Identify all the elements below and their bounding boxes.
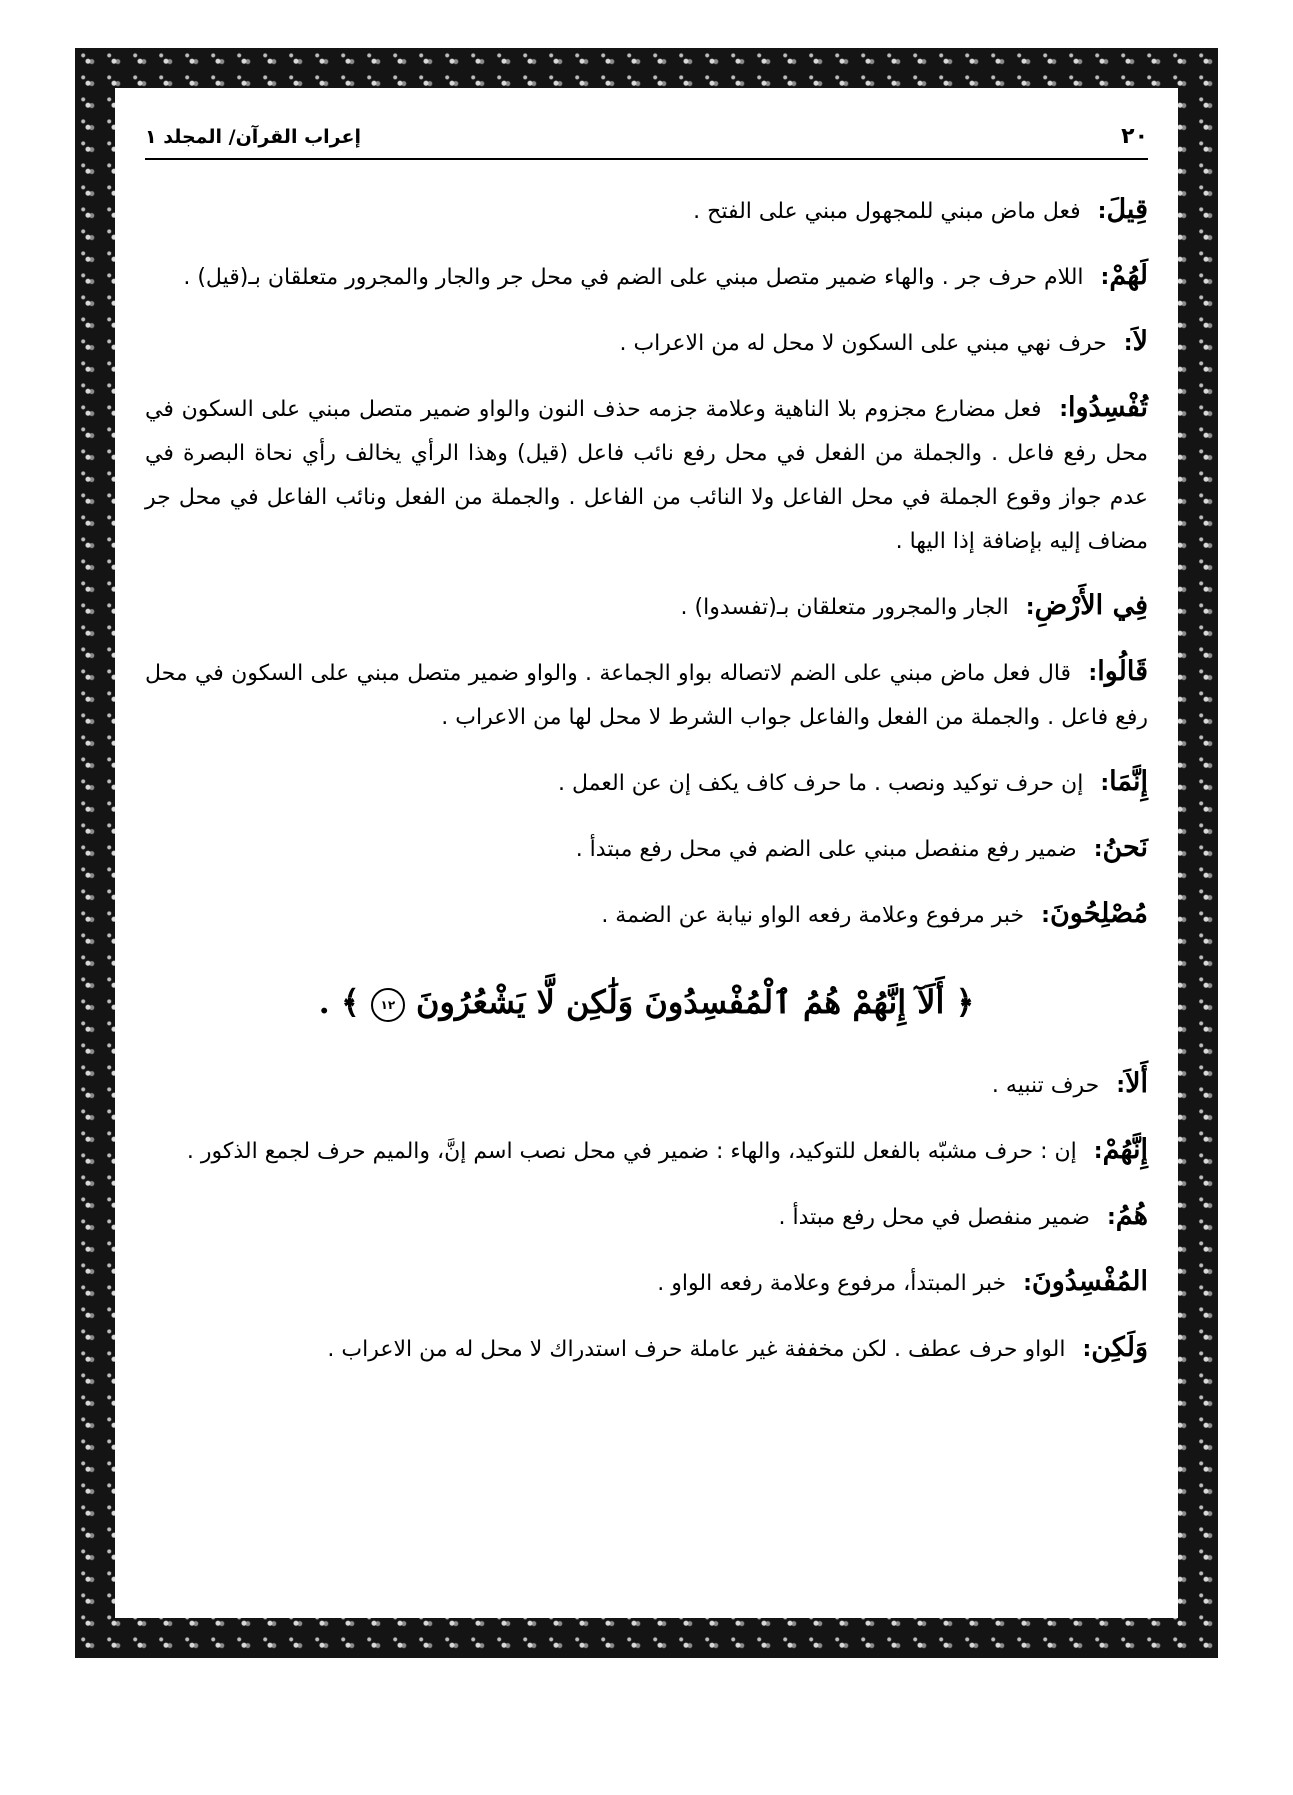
- entry-qila: [145, 188, 1148, 234]
- ayah-number-marker: ١٢: [371, 988, 405, 1022]
- entry-fil-ard: [145, 584, 1148, 630]
- entry-word: أَلاَ: [1125, 1068, 1148, 1099]
- entry-explanation: الجار والمجرور متعلقان بـ(تفسدوا) .: [680, 595, 1009, 620]
- verse-text: أَلَآ إِنَّهُمْ هُمُ ٱلْمُفْسِدُونَ وَلَٰكِن لَّا يَشْعُرُونَ: [415, 983, 945, 1021]
- entry-explanation: قال فعل ماض مبني على الضم لاتصاله بواو الجماعة . والواو ضمير متصل مبني على السكون في محل رفع فاعل . والجملة من الفعل والفاعل جواب الشرط لا محل لها من الاعراب .: [145, 661, 1148, 730]
- entry-separator: :: [1059, 397, 1069, 422]
- entry-word: فِي الأَرْضِ: [1034, 590, 1148, 621]
- entry-innama: [145, 760, 1148, 806]
- entry-word: لَهُمْ: [1109, 260, 1148, 291]
- entry-explanation: اللام حرف جر . والهاء ضمير متصل مبني على الضم في محل جر والجار والمجرور متعلقان بـ(قيل) .: [183, 265, 1084, 290]
- entry-word: هُمُ: [1115, 1200, 1148, 1231]
- entry-separator: :: [1097, 199, 1107, 224]
- entry-walakin: [145, 1326, 1148, 1372]
- entry-explanation: الواو حرف عطف . لكن مخففة غير عاملة حرف استدراك لا محل له من الاعراب .: [327, 1337, 1066, 1362]
- entry-separator: :: [1093, 837, 1103, 862]
- book-title: إعراب القرآن/ المجلد ١: [145, 126, 361, 148]
- page-content: [145, 188, 1148, 1392]
- entry-explanation: خبر مرفوع وعلامة رفعه الواو نيابة عن الضمة .: [601, 903, 1025, 928]
- entry-word: لاَ: [1132, 326, 1148, 357]
- entry-separator: :: [1093, 1139, 1103, 1164]
- entry-nahnu: [145, 826, 1148, 872]
- entry-word: تُفْسِدُوا: [1068, 392, 1148, 423]
- entry-separator: :: [1023, 1271, 1032, 1296]
- entry-word: إِنَّهُمْ: [1102, 1134, 1148, 1165]
- entry-separator: :: [1025, 595, 1035, 620]
- entry-separator: :: [1088, 661, 1098, 686]
- entry-la: [145, 320, 1148, 366]
- verse-close-bracket: ﴾ .: [318, 983, 360, 1021]
- entry-separator: :: [1100, 265, 1110, 290]
- entry-hum: [145, 1194, 1148, 1240]
- page-number: ٢٠: [1121, 124, 1148, 149]
- entry-word: قَالُوا: [1097, 656, 1149, 687]
- entry-explanation: خبر المبتدأ، مرفوع وعلامة رفعه الواو .: [657, 1271, 1007, 1296]
- entry-explanation: حرف تنبيه .: [991, 1073, 1100, 1098]
- entry-qalu: [145, 650, 1148, 740]
- entry-explanation: فعل مضارع مجزوم بلا الناهية وعلامة جزمه حذف النون والواو ضمير متصل مبني على السكون في محل رفع فاعل . والجملة من الفعل في محل رفع نائب فاعل (قيل) وهذا الرأي يخالف رأي نحاة البصرة في عدم جواز وقوع الجملة في محل الفاعل ولا النائب من الفاعل . والجملة من الفعل ونائب الفاعل في محل جر مضاف إليه بإضافة إذا اليها .: [145, 397, 1148, 554]
- page-header: [145, 124, 1148, 160]
- entry-separator: :: [1123, 331, 1133, 356]
- entry-explanation: ضمير رفع منفصل مبني على الضم في محل رفع مبتدأ .: [575, 837, 1077, 862]
- entry-muslihun: [145, 892, 1148, 938]
- entry-separator: :: [1082, 1337, 1092, 1362]
- entry-ala: [145, 1062, 1148, 1108]
- entry-explanation: حرف نهي مبني على السكون لا محل له من الاعراب .: [619, 331, 1107, 356]
- entry-explanation: إن حرف توكيد ونصب . ما حرف كاف يكف إن عن العمل .: [558, 771, 1084, 796]
- entry-word: قِيلَ: [1106, 194, 1148, 225]
- entry-explanation: إن : حرف مشبّه بالفعل للتوكيد، والهاء : ضمير في محل نصب اسم إنَّ، والميم حرف لجمع الذكور .: [186, 1139, 1077, 1164]
- entry-word: إِنَّمَا: [1109, 766, 1148, 797]
- entry-lahum: [145, 254, 1148, 300]
- entry-separator: :: [1106, 1205, 1116, 1230]
- entry-separator: :: [1041, 903, 1050, 928]
- entry-separator: :: [1100, 771, 1110, 796]
- entry-separator: :: [1116, 1073, 1126, 1098]
- page: [115, 88, 1178, 1618]
- entry-explanation: ضمير منفصل في محل رفع مبتدأ .: [778, 1205, 1090, 1230]
- entry-innahum: [145, 1128, 1148, 1174]
- entry-word: المُفْسِدُونَ: [1031, 1266, 1148, 1297]
- entry-word: مُصْلِحُونَ: [1049, 898, 1148, 929]
- quran-verse: [145, 978, 1148, 1026]
- entry-almufsidun: [145, 1260, 1148, 1306]
- entry-explanation: فعل ماض مبني للمجهول مبني على الفتح .: [693, 199, 1081, 224]
- entry-word: وَلَكِن: [1091, 1332, 1148, 1363]
- verse-open-bracket: ﴿: [955, 983, 975, 1021]
- entry-tufsidu: [145, 386, 1148, 564]
- entry-word: نَحنُ: [1102, 832, 1148, 863]
